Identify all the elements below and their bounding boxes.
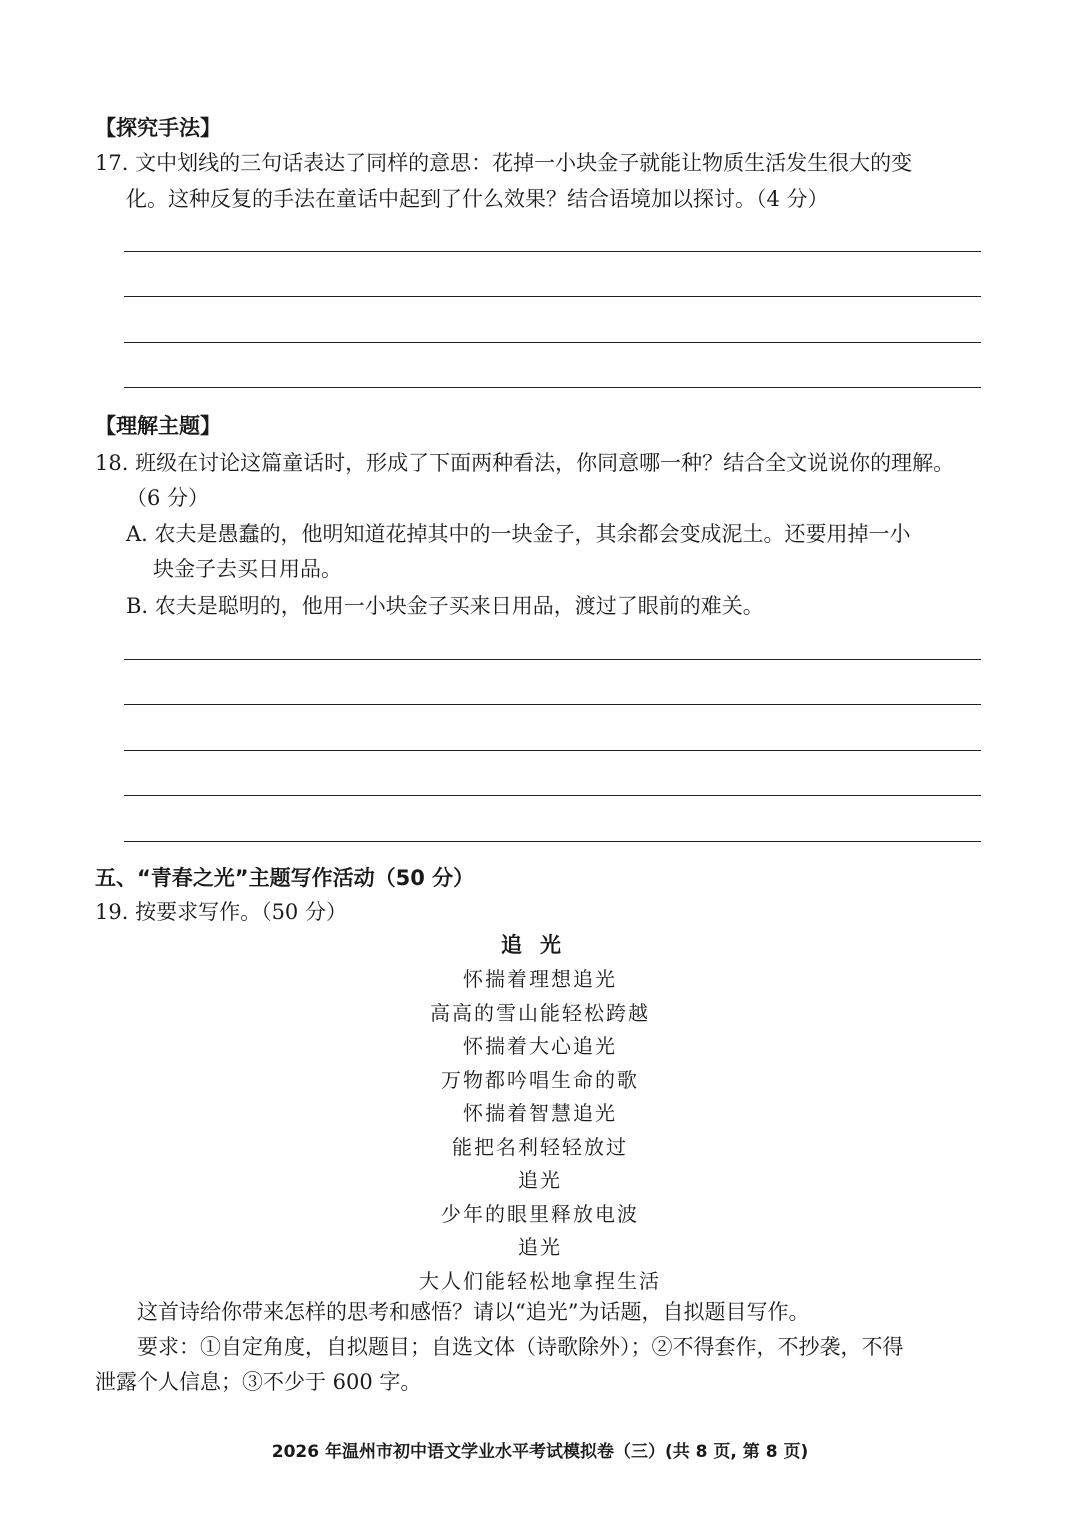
poem-line-5: 怀揣着智慧追光 — [463, 1101, 617, 1125]
poem-line-1: 怀揣着理想追光 — [463, 967, 617, 991]
page-footer: 2026 年温州市初中语文学业水平考试模拟卷（三）(共 8 页, 第 8 页) — [271, 1442, 809, 1462]
poem-line-6: 能把名利轻轻放过 — [452, 1135, 628, 1159]
poem-line-9: 追光 — [518, 1235, 562, 1259]
q19-question: 19. 按要求写作。（50 分） — [95, 900, 347, 924]
q17-answer-line-1[interactable] — [124, 251, 981, 252]
q17-question-line1: 17. 文中划线的三句话表达了同样的意思：花掉一小块金子就能让物质生活发生很大的变 — [95, 151, 913, 175]
q18-answer-line-1[interactable] — [124, 659, 981, 660]
q17-answer-line-2[interactable] — [124, 296, 981, 297]
q17-question-line2: 化。这种反复的手法在童话中起到了什么效果？结合语境加以探讨。（4 分） — [126, 187, 829, 211]
poem-line-8: 少年的眼里释放电波 — [441, 1202, 639, 1226]
writing-requirements-line2: 泄露个人信息；③不少于 600 字。 — [95, 1370, 422, 1394]
part5-heading: 五、“青春之光”主题写作活动（50 分） — [95, 866, 475, 890]
poem-line-7: 追光 — [518, 1168, 562, 1192]
poem-title: 追光 — [501, 933, 579, 957]
poem-line-10: 大人们能轻松地拿捏生活 — [419, 1269, 661, 1293]
writing-prompt: 这首诗给你带来怎样的思考和感悟？请以“追光”为话题，自拟题目写作。 — [137, 1300, 810, 1324]
q18-option-b: B. 农夫是聪明的，他用一小块金子买来日用品，渡过了眼前的难关。 — [126, 594, 764, 618]
q18-section-heading: 【理解主题】 — [95, 414, 221, 438]
q18-answer-line-2[interactable] — [124, 704, 981, 705]
q17-answer-line-4[interactable] — [124, 387, 981, 388]
q18-option-a-line1: A. 农夫是愚蠢的，他明知道花掉其中的一块金子，其余都会变成泥土。还要用掉一小 — [126, 522, 911, 546]
q18-answer-line-4[interactable] — [124, 795, 981, 796]
q18-question-line1: 18. 班级在讨论这篇童话时，形成了下面两种看法，你同意哪一种？结合全文说说你的理解。 — [95, 451, 955, 475]
writing-requirements-line1: 要求：①自定角度，自拟题目；自选文体（诗歌除外）；②不得套作，不抄袭，不得 — [137, 1335, 904, 1359]
poem-line-2: 高高的雪山能轻松跨越 — [430, 1001, 650, 1025]
q17-answer-line-3[interactable] — [124, 342, 981, 343]
q17-section-heading: 【探究手法】 — [95, 116, 221, 140]
q18-question-line2: （6 分） — [126, 486, 210, 510]
poem-line-4: 万物都吟唱生命的歌 — [441, 1068, 639, 1092]
q18-answer-line-3[interactable] — [124, 750, 981, 751]
poem-line-3: 怀揣着大心追光 — [463, 1034, 617, 1058]
q18-option-a-line2: 块金子去买日用品。 — [153, 557, 342, 581]
q18-answer-line-5[interactable] — [124, 841, 981, 842]
